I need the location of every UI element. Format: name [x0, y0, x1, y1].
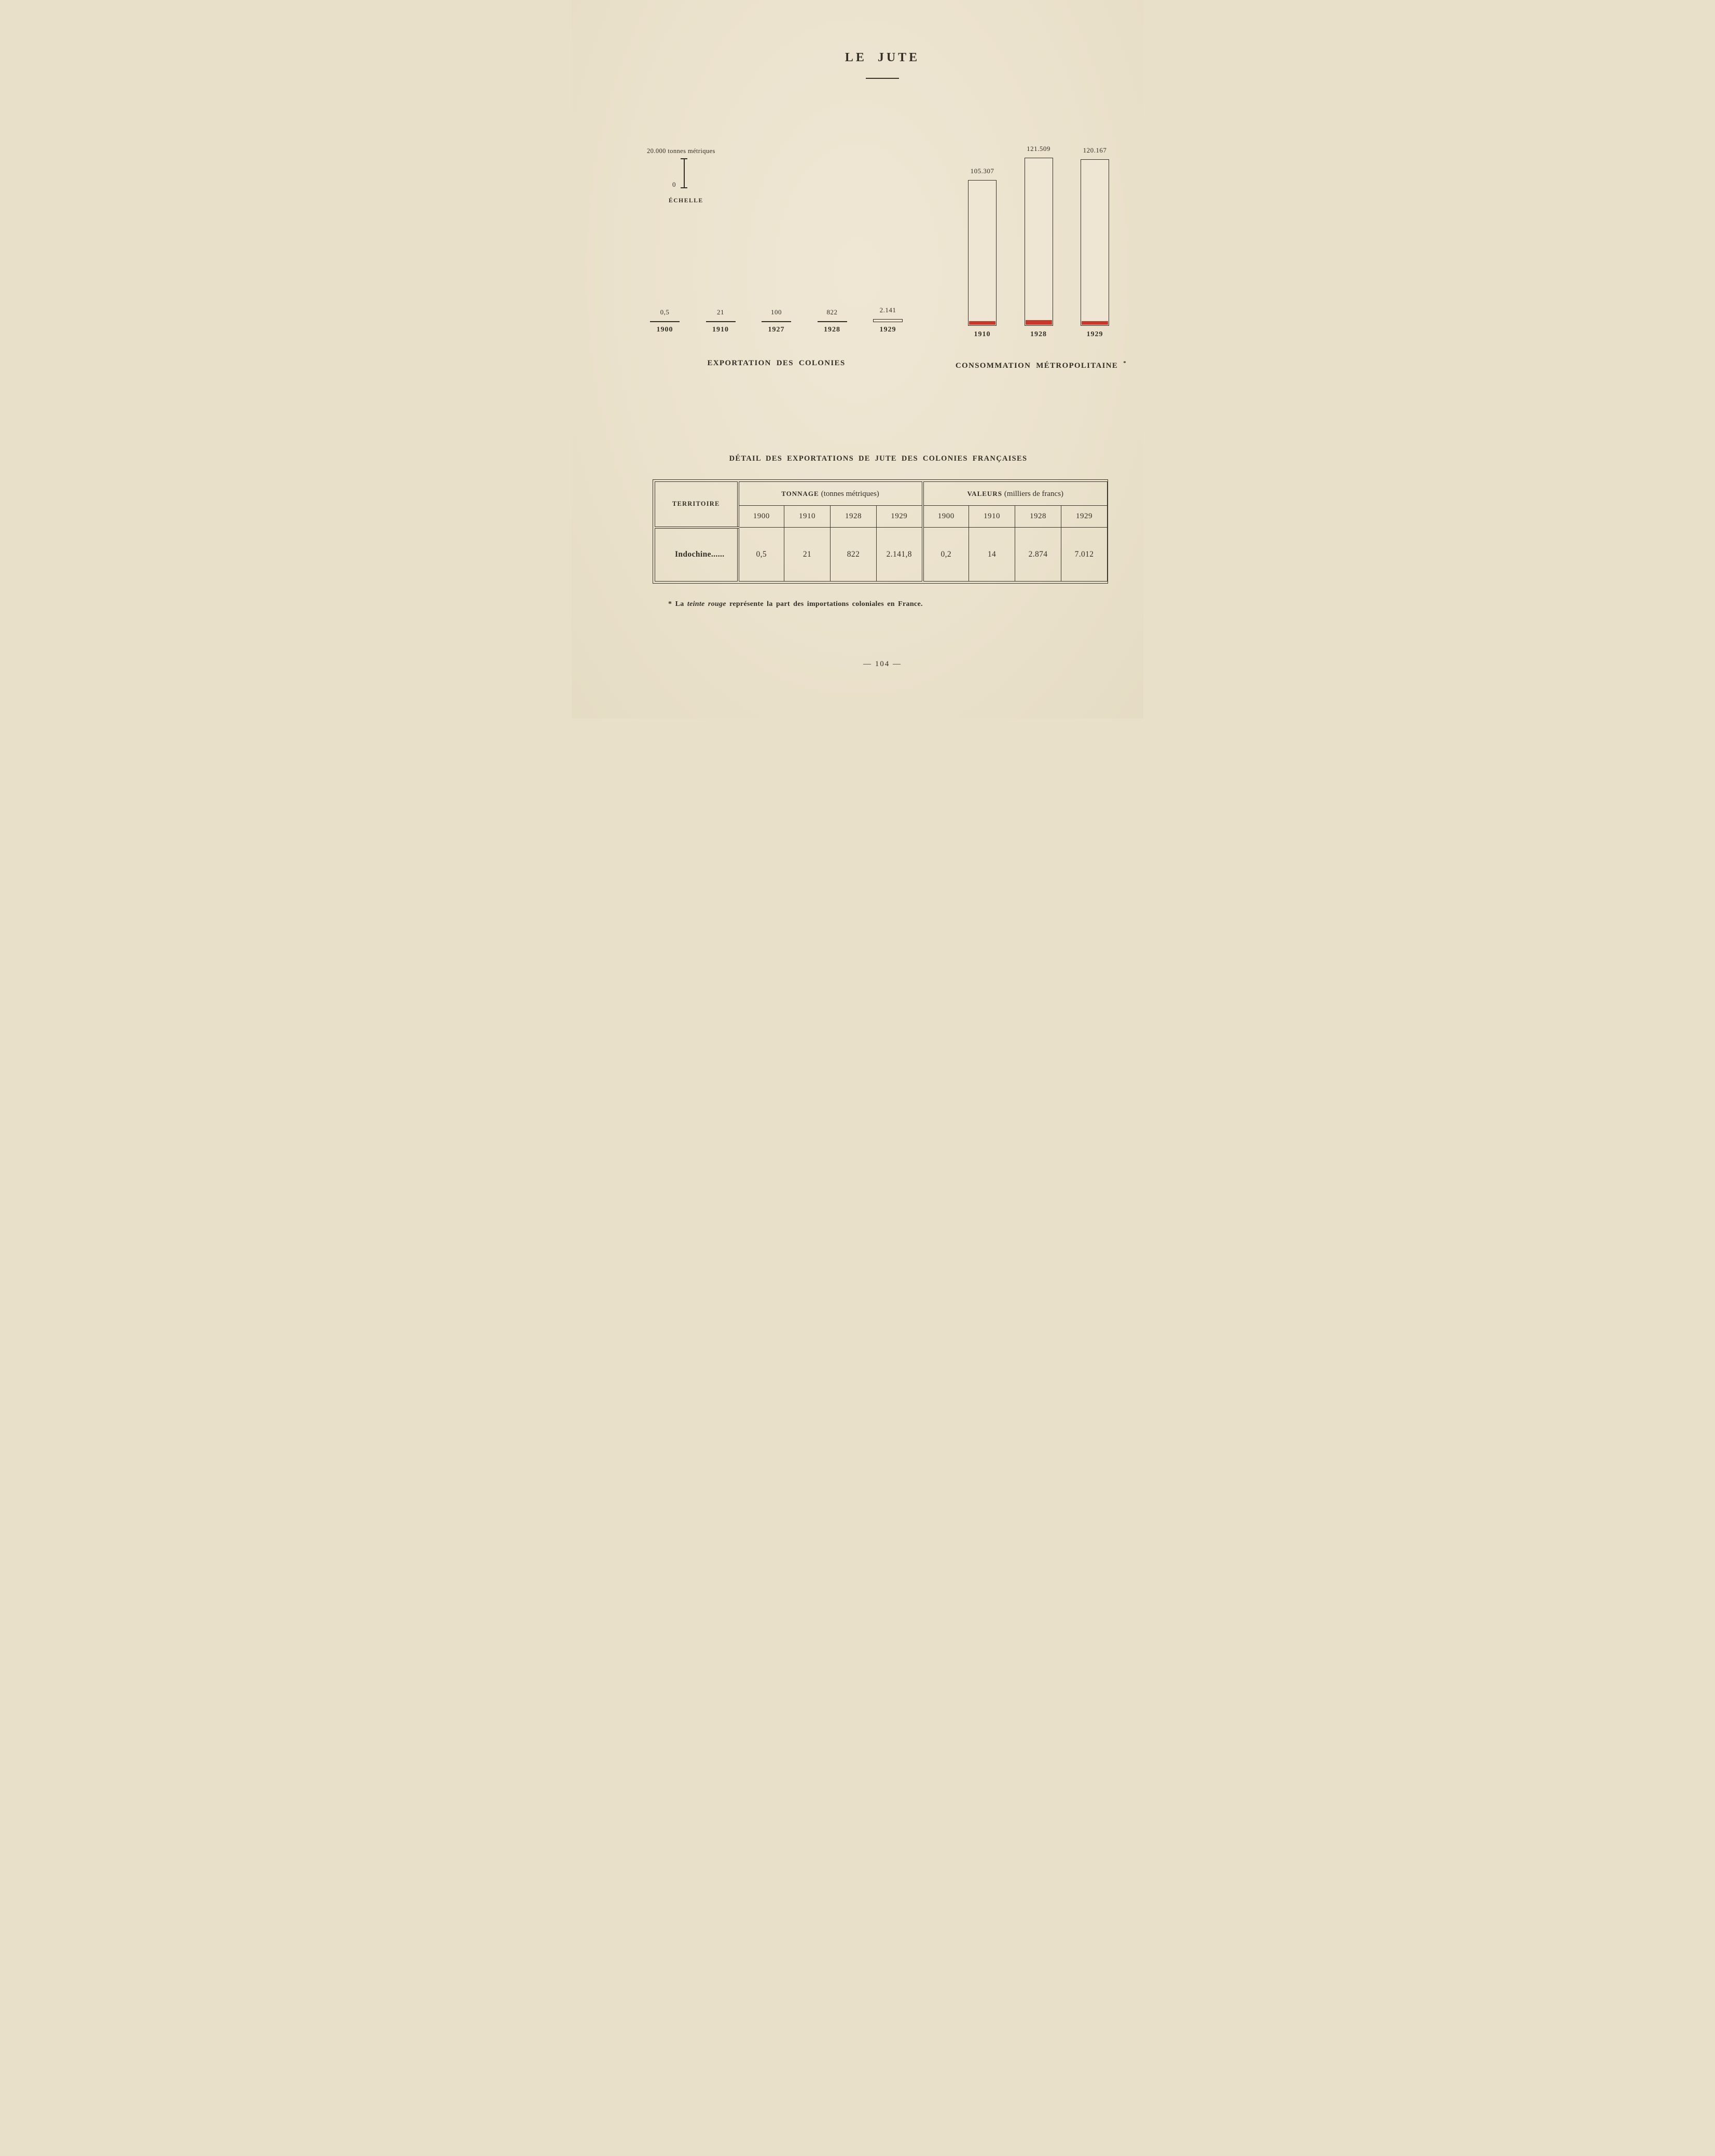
scale-caption: ÉCHELLE [669, 198, 703, 204]
bar-slot [1081, 146, 1109, 326]
bar-slot [873, 306, 903, 322]
bar-slot [968, 167, 997, 326]
tonnage-cell: 2.141,8 [877, 528, 923, 582]
exports-chart-caption: EXPORTATION DES COLONIES [707, 359, 846, 367]
bar-value-label: 100 [771, 308, 782, 316]
bar-year-label: 1928 [824, 326, 840, 334]
tonnage-cell: 0,5 [738, 528, 784, 582]
bar-year-label: 1927 [768, 326, 785, 334]
year-header: 1928 [1015, 506, 1061, 528]
bar-year-label: 1910 [712, 326, 729, 334]
export-bar [873, 319, 903, 322]
bar-value-label: 0,5 [660, 308, 670, 316]
bar-year-label: 1929 [1086, 330, 1103, 338]
bar-slot [762, 308, 791, 322]
consumption-bar [1081, 159, 1109, 326]
bar-slot [1025, 145, 1053, 326]
territoire-cell: Indochine...... [655, 528, 738, 582]
bar-value-label: 121.509 [1027, 145, 1050, 153]
consumption-chart-caption [948, 360, 1135, 370]
exports-years-row [650, 326, 903, 334]
scale-zero-label: 0 [672, 181, 676, 188]
footnote-marker: * [668, 600, 672, 608]
table-row [655, 528, 1108, 582]
bar-slot [818, 308, 847, 322]
consumption-years-row [968, 330, 1109, 339]
bar-slot [650, 308, 680, 322]
valeurs-cell: 2.874 [1015, 528, 1061, 582]
exports-chart [650, 303, 903, 334]
export-bar [706, 321, 736, 322]
bar-value-label: 21 [717, 308, 724, 316]
year-header: 1900 [923, 506, 969, 528]
scale-line [684, 158, 685, 188]
export-bar [818, 321, 847, 322]
group-header-row [655, 482, 1108, 506]
page-title: LE JUTE [845, 51, 920, 64]
bar-value-label: 822 [826, 308, 838, 316]
valeurs-group-header [923, 482, 1108, 506]
year-header: 1929 [1061, 506, 1108, 528]
consumption-bar [968, 180, 997, 326]
bar-value-label: 120.167 [1083, 146, 1107, 154]
exports-detail-table [655, 481, 1108, 582]
valeurs-cell: 0,2 [923, 528, 969, 582]
tonnage-cell: 822 [831, 528, 877, 582]
bar-value-label: 2.141 [879, 306, 896, 314]
footnote-italic: teinte rouge [687, 600, 726, 608]
title-rule [866, 78, 899, 79]
bar-year-label: 1929 [879, 326, 896, 334]
red-colonial-strip [1026, 320, 1052, 325]
consumption-bar [1025, 158, 1053, 326]
red-colonial-strip [969, 321, 995, 325]
consumption-caption-text: CONSOMMATION MÉTROPOLITAINE [955, 362, 1118, 370]
bar-value-label: 105.307 [970, 167, 994, 175]
red-colonial-strip [1082, 321, 1108, 325]
footnote-post: représente la part des importations coloniales en France. [729, 600, 923, 608]
export-bar [762, 321, 791, 322]
year-header: 1929 [877, 506, 923, 528]
page-number: — 104 — [863, 660, 902, 668]
table-heading: DÉTAIL DES EXPORTATIONS DE JUTE DES COLONIES FRANÇAISES [729, 454, 1028, 463]
scale-bar-icon [681, 158, 687, 188]
year-header: 1910 [784, 506, 831, 528]
scale-cap-bottom [681, 187, 687, 188]
scale-unit-label: 20.000 tonnes métriques [647, 147, 715, 155]
export-bar [650, 321, 680, 322]
consumption-bars-row [968, 141, 1109, 326]
document-page [572, 0, 1143, 718]
tonnage-cell: 21 [784, 528, 831, 582]
bar-year-label: 1900 [656, 326, 673, 334]
valeurs-unit: (milliers de francs) [1004, 489, 1064, 498]
footnote-asterisk: * [1123, 360, 1127, 366]
valeurs-cell: 14 [969, 528, 1015, 582]
year-header: 1900 [738, 506, 784, 528]
exports-bars-row [650, 303, 903, 322]
year-header: 1928 [831, 506, 877, 528]
tonnage-group-header [738, 482, 923, 506]
territoire-header: TERRITOIRE [655, 482, 738, 528]
footnote-pre: La [675, 600, 684, 608]
tonnage-unit: (tonnes métriques) [821, 489, 879, 498]
valeurs-label: VALEURS [967, 489, 1002, 497]
consumption-chart [968, 141, 1109, 339]
footnote [668, 600, 923, 609]
valeurs-cell: 7.012 [1061, 528, 1108, 582]
bar-year-label: 1910 [974, 330, 991, 338]
year-header: 1910 [969, 506, 1015, 528]
table-frame [653, 479, 1108, 584]
bar-year-label: 1928 [1030, 330, 1047, 338]
bar-slot [706, 308, 736, 322]
tonnage-label: TONNAGE [781, 489, 819, 497]
